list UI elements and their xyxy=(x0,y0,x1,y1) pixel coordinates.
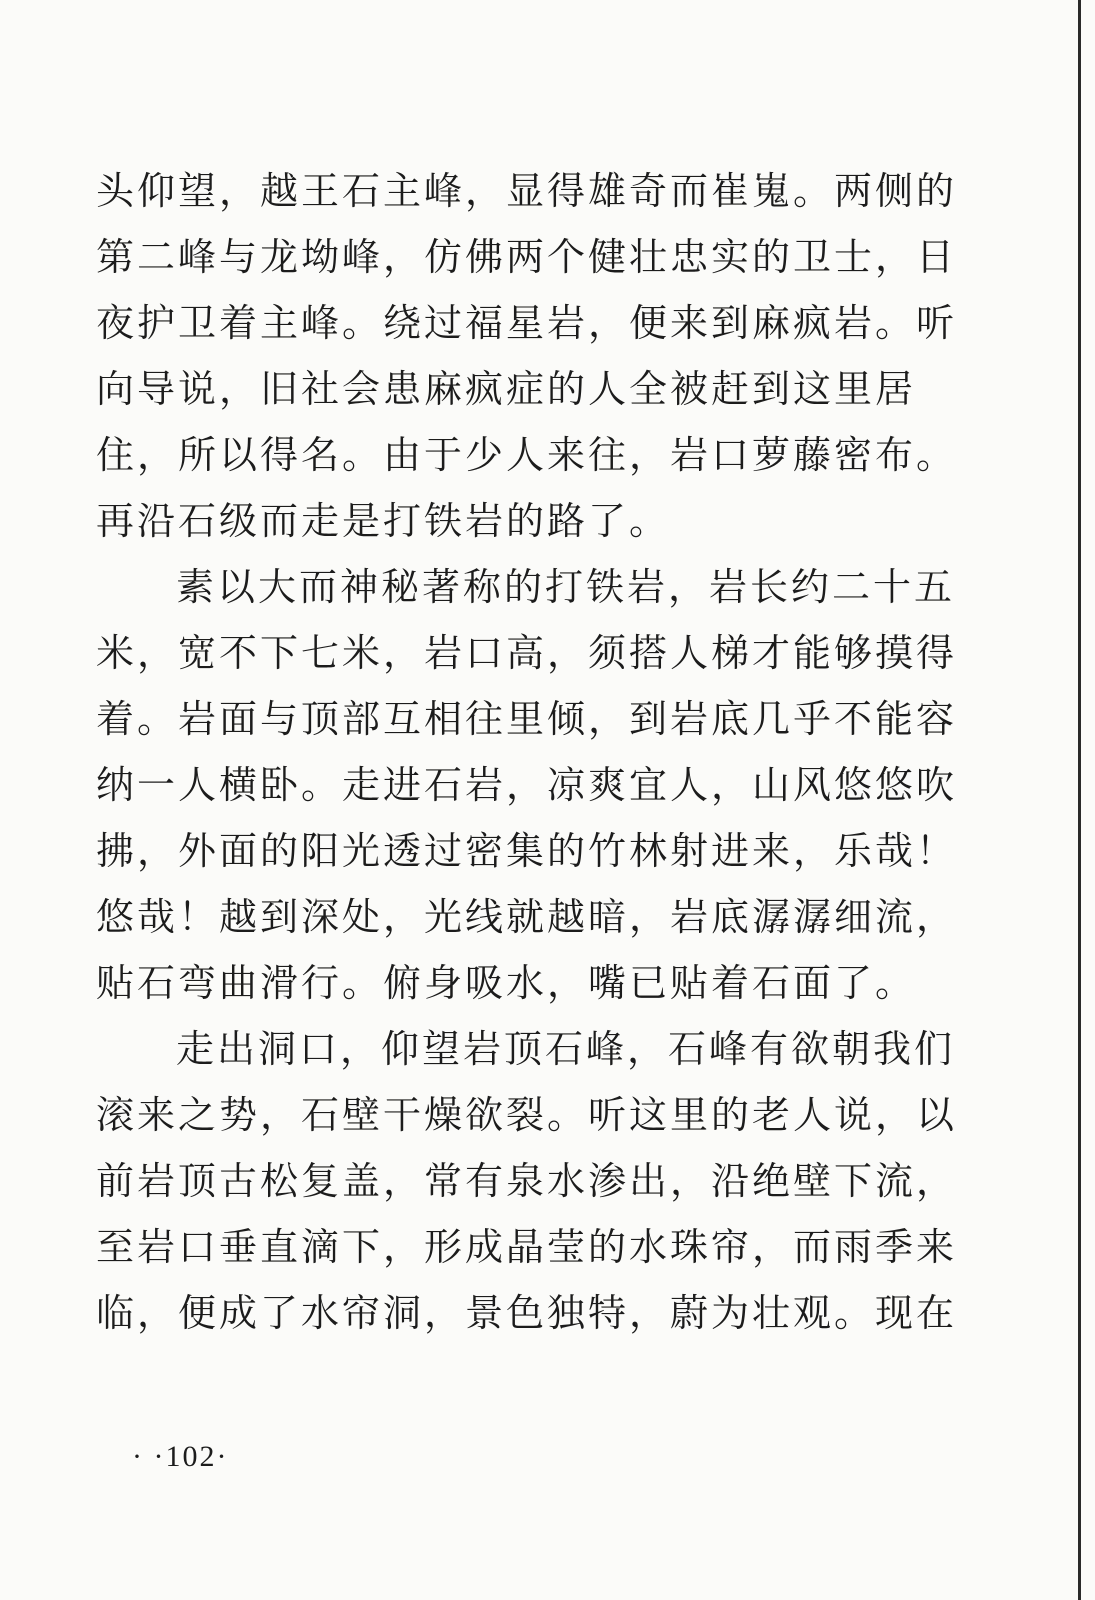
text-line: 头仰望，越王石主峰，显得雄奇而崔嵬。两侧的 xyxy=(96,169,958,213)
text-line: 纳一人横卧。走进石岩，凉爽宜人，山风悠悠吹 xyxy=(96,763,958,807)
text-line: 米，宽不下七米，岩口高，须搭人梯才能够摸得 xyxy=(96,631,958,675)
text-line: 拂，外面的阳光透过密集的竹林射进来，乐哉！ xyxy=(96,829,958,873)
page-number: · ·102· xyxy=(132,1440,229,1473)
text-line: 再沿石级而走是打铁岩的路了。 xyxy=(96,499,671,543)
text-line: 第二峰与龙坳峰，仿佛两个健壮忠实的卫士，日 xyxy=(96,235,958,279)
body-text xyxy=(96,158,956,1346)
text-line: 前岩顶古松复盖，常有泉水渗出，沿绝壁下流， xyxy=(96,1159,958,1203)
text-line: 临，便成了水帘洞，景色独特，蔚为壮观。现在 xyxy=(96,1291,958,1335)
text-line: 着。岩面与顶部互相往里倾，到岩底几乎不能容 xyxy=(96,697,958,741)
text-line: 滚来之势，石壁干燥欲裂。听这里的老人说，以 xyxy=(96,1093,958,1137)
text-line: 住，所以得名。由于少人来往，岩口萝藤密布。 xyxy=(96,433,958,477)
text-line: 向导说，旧社会患麻疯症的人全被赶到这里居 xyxy=(96,367,917,411)
text-line: 走出洞口，仰望岩顶石峰，石峰有欲朝我们 xyxy=(176,1027,956,1071)
page-edge xyxy=(1078,0,1081,1600)
text-line: 至岩口垂直滴下，形成晶莹的水珠帘，而雨季来 xyxy=(96,1225,958,1269)
text-line: 贴石弯曲滑行。俯身吸水，嘴已贴着石面了。 xyxy=(96,961,917,1005)
text-line: 悠哉！越到深处，光线就越暗，岩底潺潺细流， xyxy=(96,895,958,939)
text-line: 夜护卫着主峰。绕过福星岩，便来到麻疯岩。听 xyxy=(96,301,958,345)
text-line: 素以大而神秘著称的打铁岩，岩长约二十五 xyxy=(176,565,956,609)
